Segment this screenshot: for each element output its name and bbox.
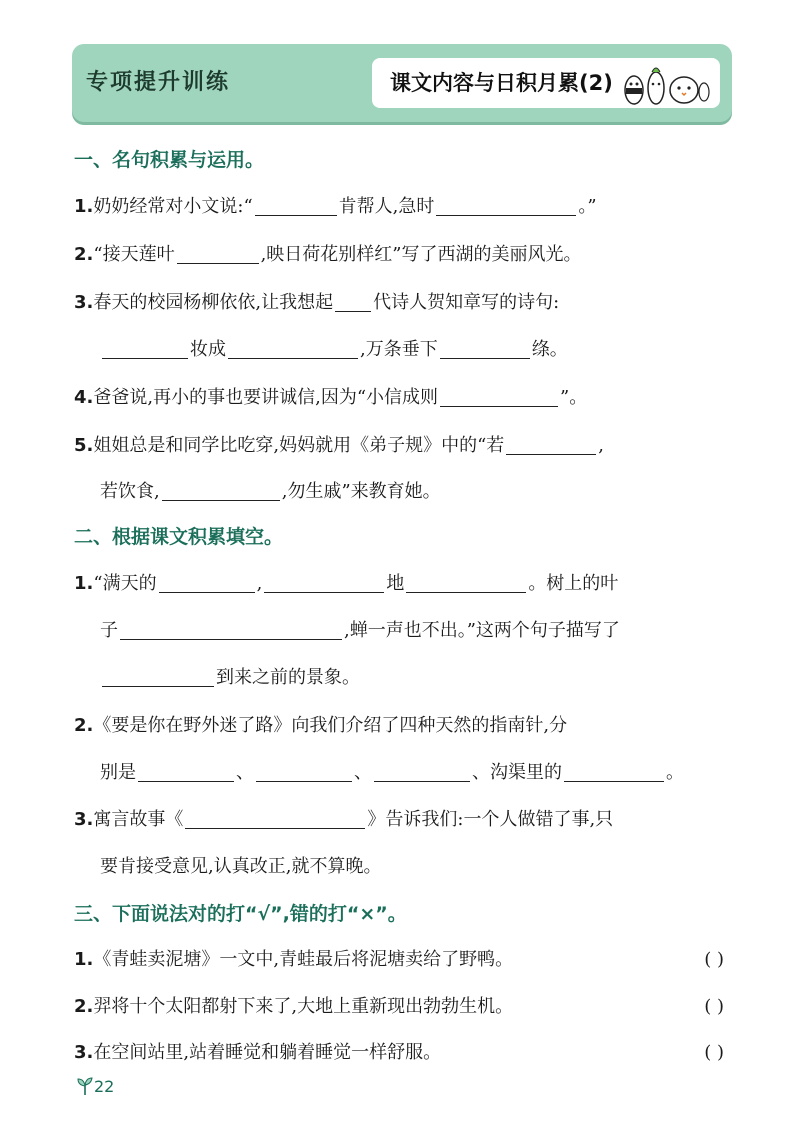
question-number: 4.: [74, 387, 94, 408]
answer-blank[interactable]: [564, 759, 664, 782]
question-text: 、沟渠里的: [472, 762, 562, 783]
question-text: 奶奶经常对小文说:“: [93, 196, 253, 217]
question-text: 地: [386, 573, 405, 594]
question-line: [74, 1036, 724, 1070]
question-text: 到来之前的景象。: [216, 667, 360, 688]
question-text: ,蝉一声也不出。”这两个句子描写了: [344, 620, 620, 641]
question-text: ,映日荷花别样红”写了西湖的美丽风光。: [260, 244, 582, 265]
answer-parentheses[interactable]: ( ): [704, 949, 724, 970]
answer-blank[interactable]: [102, 664, 214, 687]
question-line: [100, 850, 381, 884]
question-line: [74, 429, 604, 463]
question-line: [100, 661, 360, 695]
question-text: 子: [100, 620, 118, 641]
question-line: [74, 286, 559, 320]
question-line: [74, 238, 582, 272]
question-text: 。: [666, 762, 684, 783]
question-text: ,勿生戚”来教育她。: [281, 481, 441, 502]
banner-title-box: [372, 58, 720, 108]
question-text: 、: [236, 762, 254, 783]
answer-blank[interactable]: [406, 570, 526, 593]
question-text: 姐姐总是和同学比吃穿,妈妈就用《弟子规》中的“若: [93, 435, 505, 456]
answer-blank[interactable]: [228, 336, 358, 359]
question-number: 3.: [74, 1042, 94, 1063]
answer-parentheses[interactable]: ( ): [704, 996, 724, 1017]
question-text: 、: [354, 762, 372, 783]
question-number: 3.: [74, 292, 94, 313]
answer-blank[interactable]: [506, 432, 596, 455]
page-number: [76, 1074, 114, 1100]
question-text: 》告诉我们:一个人做错了事,只: [367, 809, 614, 830]
question-text: 《要是你在野外迷了路》向我们介绍了四种天然的指南针,分: [93, 715, 568, 736]
answer-blank[interactable]: [440, 336, 530, 359]
mascot-icon: [620, 62, 712, 106]
question-text: 羿将十个太阳都射下来了,大地上重新现出勃勃生机。: [93, 996, 514, 1017]
answer-blank[interactable]: [102, 336, 188, 359]
question-line: [74, 990, 724, 1024]
lesson-title: 课文内容与日积月累(2): [390, 71, 613, 95]
question-number: 1.: [74, 573, 94, 594]
answer-blank[interactable]: [256, 759, 352, 782]
answer-blank[interactable]: [177, 241, 259, 264]
question-line: [100, 475, 441, 509]
sprout-icon: [76, 1076, 94, 1096]
question-line: [100, 333, 568, 367]
question-number: 2.: [74, 715, 94, 736]
answer-blank[interactable]: [255, 193, 337, 216]
question-text: 绦。: [531, 339, 568, 360]
question-text: 别是: [100, 762, 136, 783]
answer-blank[interactable]: [162, 478, 280, 501]
answer-blank[interactable]: [120, 617, 342, 640]
question-text: ,: [598, 435, 605, 456]
question-line: [74, 709, 567, 743]
question-text: 要肯接受意见,认真改正,就不算晚。: [100, 856, 382, 877]
question-line: [100, 614, 620, 648]
question-text: 肯帮人,急时: [338, 196, 435, 217]
question-text: ,万条垂下: [360, 339, 438, 360]
question-line: [74, 381, 587, 415]
answer-blank[interactable]: [374, 759, 470, 782]
section-title: 二、根据课文积累填空。: [74, 526, 284, 548]
answer-blank[interactable]: [440, 384, 558, 407]
question-line: [74, 943, 724, 977]
question-line: [74, 190, 597, 224]
answer-blank[interactable]: [138, 759, 234, 782]
question-number: 3.: [74, 809, 94, 830]
header-banner: [72, 44, 732, 122]
question-text: 寓言故事《: [93, 809, 184, 830]
question-text: 妆成: [190, 339, 226, 360]
question-number: 1.: [74, 949, 94, 970]
question-number: 2.: [74, 244, 94, 265]
banner-left-title: 专项提升训练: [86, 70, 231, 95]
section-title: 一、名句积累与运用。: [74, 149, 265, 171]
answer-blank[interactable]: [436, 193, 576, 216]
answer-blank[interactable]: [185, 806, 365, 829]
question-text: 若饮食,: [100, 481, 160, 502]
question-text: 代诗人贺知章写的诗句:: [373, 292, 560, 313]
question-text: 春天的校园杨柳依依,让我想起: [93, 292, 334, 313]
question-line: [100, 756, 684, 790]
answer-parentheses[interactable]: ( ): [704, 1042, 724, 1063]
question-text: 。树上的叶: [528, 573, 619, 594]
question-text: ,: [256, 573, 263, 594]
question-text: “接天莲叶: [93, 244, 175, 265]
page-number-text: 22: [94, 1077, 115, 1096]
answer-blank[interactable]: [264, 570, 384, 593]
answer-blank[interactable]: [335, 289, 371, 312]
question-text: ”。: [560, 387, 588, 408]
section-title: 三、下面说法对的打“√”,错的打“×”。: [74, 903, 407, 925]
question-number: 5.: [74, 435, 94, 456]
question-text: 爸爸说,再小的事也要讲诚信,因为“小信成则: [93, 387, 439, 408]
question-line: [74, 803, 613, 837]
question-number: 1.: [74, 196, 94, 217]
question-text: 在空间站里,站着睡觉和躺着睡觉一样舒服。: [93, 1042, 442, 1063]
question-text: 。”: [578, 196, 597, 217]
answer-blank[interactable]: [159, 570, 255, 593]
question-number: 2.: [74, 996, 94, 1017]
question-text: 《青蛙卖泥塘》一文中,青蛙最后将泥塘卖给了野鸭。: [93, 949, 514, 970]
question-line: [74, 567, 618, 601]
question-text: “满天的: [93, 573, 157, 594]
